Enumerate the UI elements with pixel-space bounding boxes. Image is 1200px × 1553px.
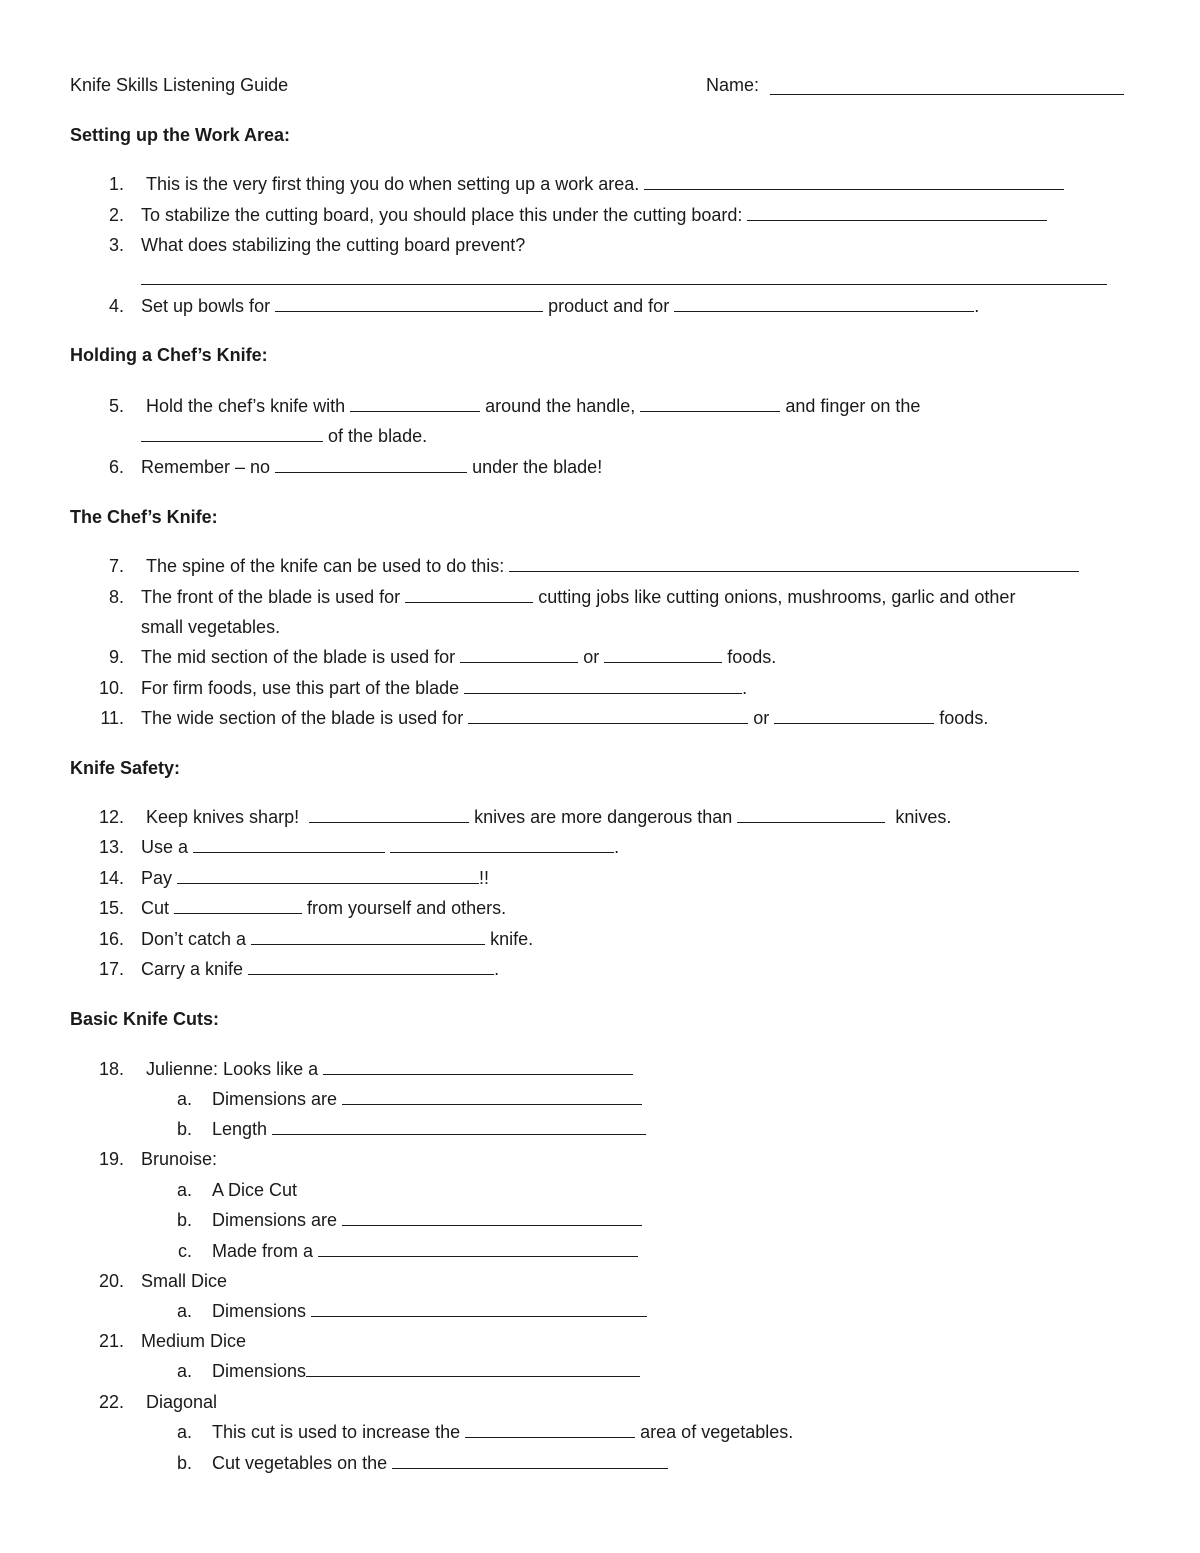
answer-blank[interactable] bbox=[640, 395, 780, 412]
sub-letter: a. bbox=[176, 1422, 192, 1442]
answer-blank[interactable] bbox=[275, 295, 543, 312]
question-17: Carry a knife . bbox=[141, 959, 500, 979]
question-5-continued: of the blade. bbox=[141, 425, 427, 447]
answer-blank[interactable] bbox=[177, 867, 479, 884]
question-22a: This cut is used to increase the area of vegetables. bbox=[212, 1422, 794, 1442]
question-11: The wide section of the blade is used for or foods. bbox=[141, 708, 989, 728]
question-number: 17. bbox=[98, 959, 124, 979]
question-1: This is the very first thing you do when setting up a work area. bbox=[146, 173, 1064, 195]
answer-blank[interactable] bbox=[193, 836, 385, 853]
question-number: 3. bbox=[108, 235, 124, 255]
worksheet-title: Knife Skills Listening Guide bbox=[70, 75, 289, 95]
question-number: 18. bbox=[98, 1059, 124, 1079]
answer-blank[interactable] bbox=[174, 897, 302, 914]
question-19c: Made from a bbox=[212, 1240, 638, 1262]
question-21: Medium Dice bbox=[141, 1331, 247, 1351]
answer-blank[interactable] bbox=[465, 1421, 635, 1438]
answer-blank[interactable] bbox=[342, 1209, 642, 1226]
answer-blank[interactable] bbox=[644, 173, 1064, 190]
question-20a: Dimensions bbox=[212, 1300, 647, 1322]
name-label: Name: bbox=[706, 75, 760, 95]
question-20: Small Dice bbox=[141, 1271, 228, 1291]
sub-letter: a. bbox=[176, 1301, 192, 1321]
answer-blank[interactable] bbox=[390, 836, 614, 853]
question-19: Brunoise: bbox=[141, 1149, 218, 1169]
question-15: Cut from yourself and others. bbox=[141, 898, 507, 918]
answer-blank[interactable] bbox=[509, 555, 1079, 572]
answer-blank[interactable] bbox=[272, 1118, 646, 1135]
answer-blank[interactable] bbox=[747, 204, 1047, 221]
question-19b: Dimensions are bbox=[212, 1209, 642, 1231]
question-number: 11. bbox=[100, 708, 124, 728]
sub-letter: a. bbox=[176, 1089, 192, 1109]
answer-blank[interactable] bbox=[774, 707, 934, 724]
question-number: 21. bbox=[98, 1331, 124, 1351]
answer-blank[interactable] bbox=[342, 1088, 642, 1105]
question-number: 22. bbox=[98, 1392, 124, 1412]
answer-blank[interactable] bbox=[248, 958, 494, 975]
answer-blank[interactable] bbox=[141, 425, 323, 442]
question-18: Julienne: Looks like a bbox=[146, 1058, 633, 1080]
question-number: 9. bbox=[108, 647, 124, 667]
answer-blank[interactable] bbox=[306, 1360, 640, 1377]
answer-blank[interactable] bbox=[460, 646, 578, 663]
answer-blank[interactable] bbox=[318, 1240, 638, 1257]
question-number: 19. bbox=[98, 1149, 124, 1169]
question-22b: Cut vegetables on the bbox=[212, 1452, 668, 1474]
answer-blank[interactable] bbox=[323, 1058, 633, 1075]
question-number: 10. bbox=[98, 678, 124, 698]
question-number: 13. bbox=[98, 837, 124, 857]
answer-blank[interactable] bbox=[737, 806, 885, 823]
question-22: Diagonal bbox=[146, 1392, 218, 1412]
question-number: 6. bbox=[108, 457, 124, 477]
answer-blank[interactable] bbox=[141, 268, 1107, 285]
question-10: For firm foods, use this part of the blade . bbox=[141, 678, 748, 698]
question-number: 16. bbox=[98, 929, 124, 949]
answer-blank[interactable] bbox=[251, 928, 485, 945]
section-heading-basic-cuts: Basic Knife Cuts: bbox=[70, 1009, 220, 1029]
question-14: Pay !! bbox=[141, 868, 490, 888]
question-9: The mid section of the blade is used for or foods. bbox=[141, 647, 777, 667]
section-heading-work-area: Setting up the Work Area: bbox=[70, 125, 291, 145]
answer-blank[interactable] bbox=[468, 707, 748, 724]
question-5: Hold the chef’s knife with around the handle, and finger on the bbox=[146, 396, 921, 416]
question-6: Remember – no under the blade! bbox=[141, 457, 603, 477]
answer-blank[interactable] bbox=[392, 1452, 668, 1469]
section-heading-knife-safety: Knife Safety: bbox=[70, 758, 181, 778]
question-number: 1. bbox=[108, 174, 124, 194]
sub-letter: c. bbox=[177, 1241, 192, 1261]
answer-blank[interactable] bbox=[674, 295, 974, 312]
question-2: To stabilize the cutting board, you should place this under the cutting board: bbox=[141, 204, 1047, 226]
question-21a: Dimensions bbox=[212, 1360, 640, 1382]
question-4: Set up bowls for product and for . bbox=[141, 296, 980, 316]
section-heading-chefs-knife: The Chef’s Knife: bbox=[70, 507, 218, 527]
question-number: 8. bbox=[108, 587, 124, 607]
question-number: 2. bbox=[108, 205, 124, 225]
question-18a: Dimensions are bbox=[212, 1088, 642, 1110]
sub-letter: a. bbox=[176, 1180, 192, 1200]
question-number: 14. bbox=[98, 868, 124, 888]
question-18b: Length bbox=[212, 1118, 646, 1140]
question-16: Don’t catch a knife. bbox=[141, 929, 534, 949]
sub-letter: a. bbox=[176, 1361, 192, 1381]
answer-blank[interactable] bbox=[309, 806, 469, 823]
name-blank[interactable] bbox=[770, 78, 1124, 95]
question-number: 20. bbox=[98, 1271, 124, 1291]
question-3: What does stabilizing the cutting board prevent? bbox=[141, 235, 526, 255]
question-12: Keep knives sharp! knives are more dangerous than knives. bbox=[146, 807, 952, 827]
question-number: 5. bbox=[108, 396, 124, 416]
answer-blank[interactable] bbox=[464, 677, 742, 694]
question-number: 12. bbox=[98, 807, 124, 827]
answer-blank[interactable] bbox=[350, 395, 480, 412]
question-19a: A Dice Cut bbox=[212, 1180, 298, 1200]
answer-blank[interactable] bbox=[405, 586, 533, 603]
question-7: The spine of the knife can be used to do this: bbox=[146, 555, 1079, 577]
answer-blank[interactable] bbox=[604, 646, 722, 663]
question-8: The front of the blade is used for cutting jobs like cutting onions, mushrooms, garlic and other bbox=[141, 587, 1016, 607]
sub-letter: b. bbox=[176, 1453, 192, 1473]
question-8-continued: small vegetables. bbox=[141, 617, 281, 637]
question-number: 15. bbox=[98, 898, 124, 918]
question-number: 4. bbox=[108, 296, 124, 316]
section-heading-holding-knife: Holding a Chef’s Knife: bbox=[70, 345, 268, 365]
question-number: 7. bbox=[108, 556, 124, 576]
question-13: Use a . bbox=[141, 837, 620, 857]
answer-blank[interactable] bbox=[275, 456, 467, 473]
answer-blank[interactable] bbox=[311, 1300, 647, 1317]
sub-letter: b. bbox=[176, 1119, 192, 1139]
sub-letter: b. bbox=[176, 1210, 192, 1230]
